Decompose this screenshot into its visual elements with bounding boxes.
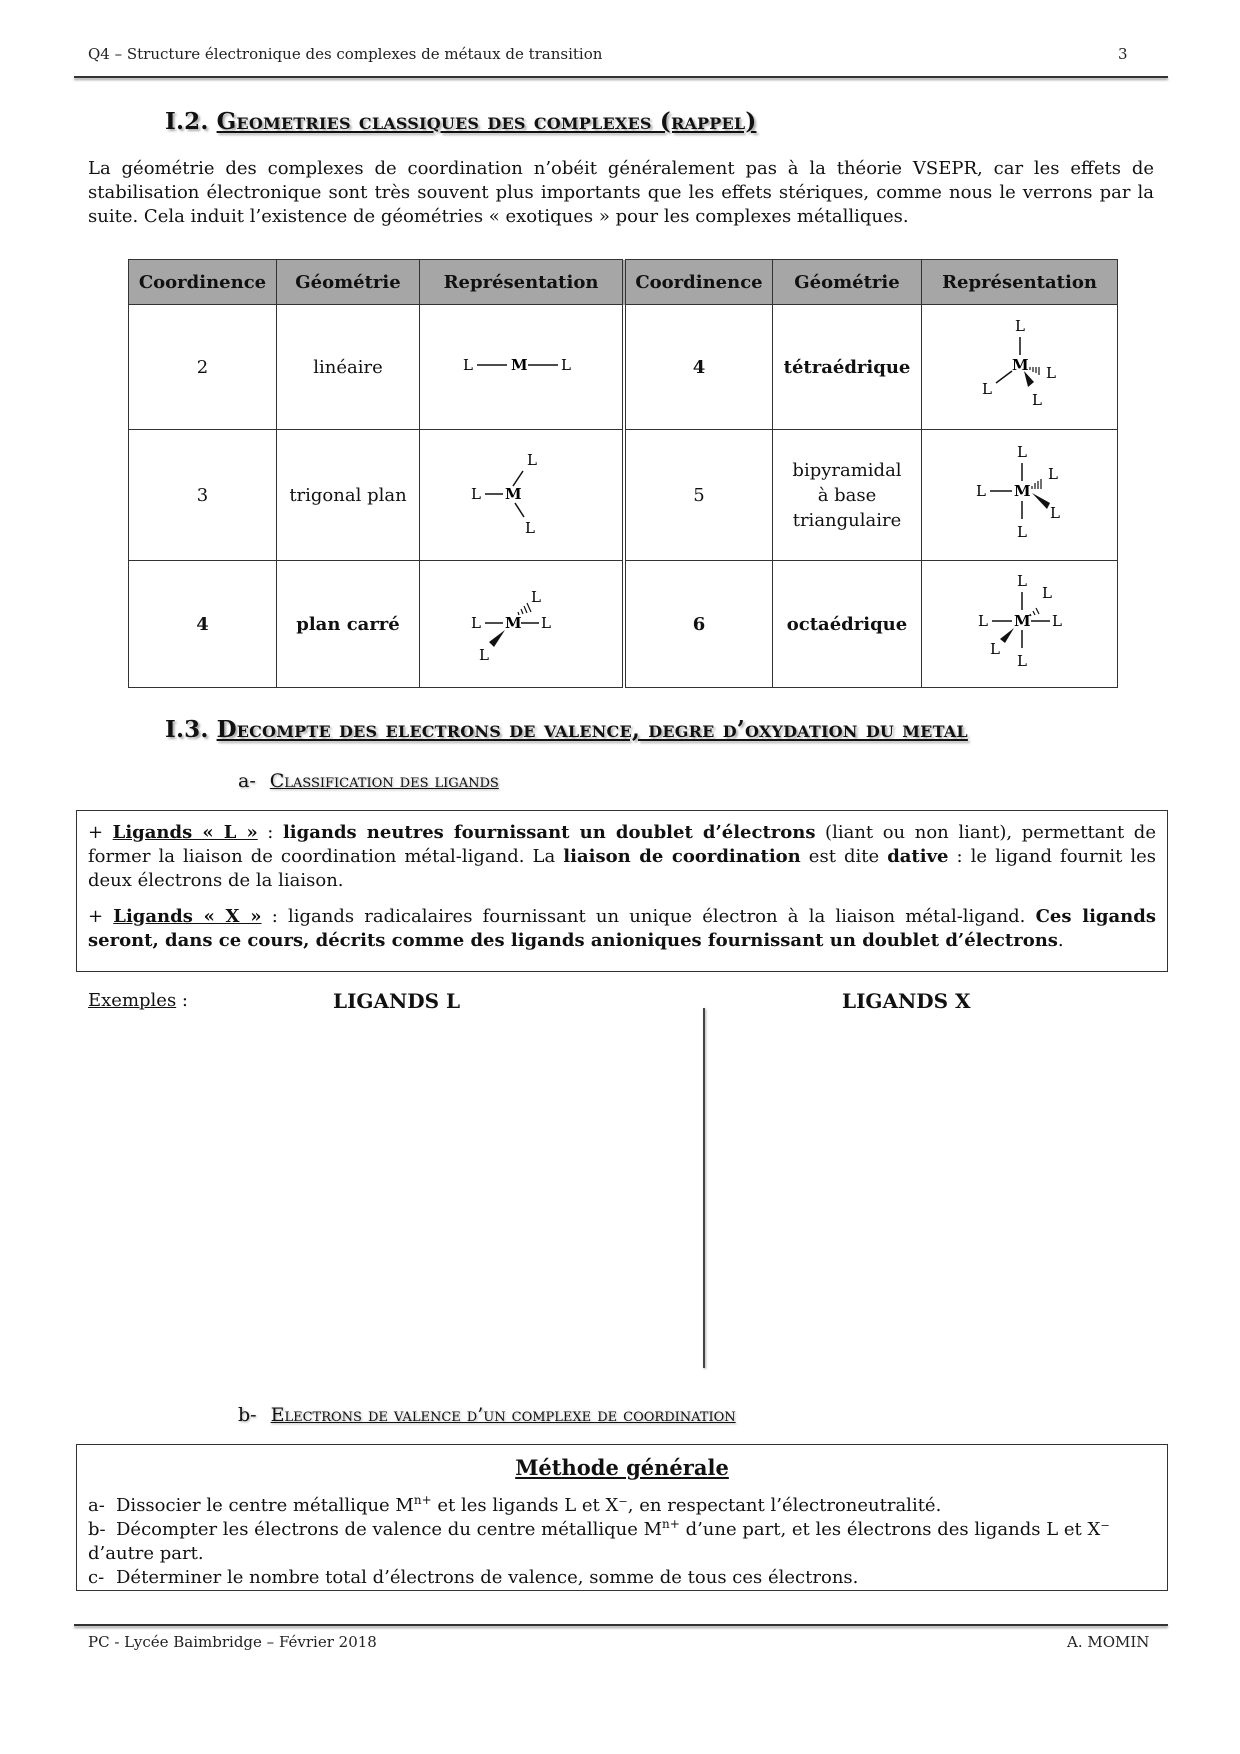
svg-text:M: M xyxy=(1013,611,1031,630)
subsection-heading-classification: a- Classification des ligands xyxy=(238,770,499,792)
methode-generale-box xyxy=(76,1444,1168,1591)
svg-text:L: L xyxy=(1016,571,1027,590)
ligands-l-column-title: LIGANDS L xyxy=(333,989,461,1013)
trigonal-plane-representation xyxy=(420,430,625,561)
svg-text:L: L xyxy=(1016,522,1027,541)
list-item: b- Décompter les électrons de valence du centre métallique $M^{n+}$ d’une part, et les électrons des ligands L et X⁻ d’autre part. xyxy=(88,1517,1110,1564)
table-row xyxy=(129,305,1118,430)
svg-text:L: L xyxy=(1016,651,1027,670)
svg-text:M: M xyxy=(505,613,522,632)
intro-paragraph: La géométrie des complexes de coordination n’obéit généralement pas à la théorie VSEPR, car les effets de stabilisation électronique sont très souvent plus importants que les effets stériques, comme nous le verrons par la suite. Cela induit l’existence de géométries « exotiques » pour les complexes métalliques. xyxy=(88,158,1154,227)
section-number: I.2. xyxy=(165,108,209,135)
svg-text:L: L xyxy=(1045,363,1056,382)
table-header-row xyxy=(129,260,1118,305)
header-representation: Représentation xyxy=(420,260,625,305)
geometry-name: linéaire xyxy=(277,305,420,430)
footer-left: PC - Lycée Baimbridge – Février 2018 xyxy=(88,1633,377,1651)
geometry-name: trigonal plan xyxy=(277,430,420,561)
coordination-number: 4 xyxy=(129,561,277,688)
svg-text:L: L xyxy=(525,518,535,537)
header-coordinence-2: Coordinence xyxy=(624,260,773,305)
examples-divider xyxy=(703,1008,705,1368)
svg-text:M: M xyxy=(505,484,522,503)
geometry-name: plan carré xyxy=(277,561,420,688)
geometry-table xyxy=(128,259,1118,688)
svg-text:L: L xyxy=(1051,611,1062,630)
ligands-x-column-title: LIGANDS X xyxy=(842,989,971,1013)
coordination-number: 6 xyxy=(624,561,773,688)
svg-text:L: L xyxy=(479,645,489,664)
list-item: a- Dissocier le centre métallique $M^{n+}$ et les ligands L et X⁻, en respectant l’électroneutralité. xyxy=(88,1493,942,1516)
header-geometrie: Géométrie xyxy=(277,260,420,305)
ligand-l-definition: + Ligands « L » : ligands neutres fournissant un doublet d’électrons (liant ou non liant), permettant de former la liaison de coordination métal-ligand. La liaison de coordination est dite dative : le ligand fournit les deux électrons de la liaison. xyxy=(88,822,1156,891)
svg-text:L: L xyxy=(1014,316,1025,335)
table-row xyxy=(129,430,1118,561)
bipyramidal-structure-diagram xyxy=(960,441,1080,545)
examples-label: Exemples : xyxy=(88,990,188,1011)
section-title: Geometries classiques des complexes (rappel) xyxy=(216,108,757,135)
linear-structure-diagram xyxy=(461,345,581,385)
header-representation-2: Représentation xyxy=(922,260,1118,305)
svg-text:L: L xyxy=(527,450,537,469)
svg-text:L: L xyxy=(463,355,473,374)
coordination-number: 4 xyxy=(624,305,773,430)
bipyramidal-representation xyxy=(922,430,1118,561)
svg-text:M: M xyxy=(1011,355,1029,374)
ligands-definition-box xyxy=(76,810,1168,972)
section-heading-decompte xyxy=(165,716,968,743)
table-row xyxy=(129,561,1118,688)
linear-representation xyxy=(420,305,625,430)
footer-author: A. MOMIN xyxy=(1067,1633,1150,1651)
octahedral-representation xyxy=(922,561,1118,688)
svg-text:L: L xyxy=(975,481,986,500)
header-coordinence: Coordinence xyxy=(129,260,277,305)
section-number: I.3. xyxy=(165,716,209,743)
svg-text:L: L xyxy=(1041,583,1052,602)
subsection-heading-electrons: b- Electrons de valence d’un complexe de coordination xyxy=(238,1404,736,1426)
section-title: Decompte des electrons de valence, degre d’oxydation du metal xyxy=(216,716,968,743)
ligand-x-definition: + Ligands « X » : ligands radicalaires fournissant un unique électron à la liaison métal-ligand. Ces ligands seront, dans ce cours, décrits comme des ligands anioniques fournissant un doublet d’électrons. xyxy=(88,906,1156,951)
svg-text:M: M xyxy=(1013,481,1031,500)
svg-text:L: L xyxy=(1016,442,1027,461)
trigonal-structure-diagram xyxy=(461,443,581,543)
running-header-title: Q4 – Structure électronique des complexes de métaux de transition xyxy=(88,45,603,63)
methode-steps xyxy=(88,1494,1156,1590)
coordination-number: 3 xyxy=(129,430,277,561)
svg-text:L: L xyxy=(531,587,541,606)
svg-text:L: L xyxy=(989,639,1000,658)
svg-text:L: L xyxy=(471,613,481,632)
header-geometrie-2: Géométrie xyxy=(773,260,922,305)
geometry-name: bipyramidal à base triangulaire xyxy=(773,430,922,561)
svg-text:L: L xyxy=(471,484,481,503)
page-number: 3 xyxy=(1118,45,1128,63)
footer-rule xyxy=(74,1624,1168,1626)
octahedral-structure-diagram xyxy=(960,570,1080,674)
svg-text:M: M xyxy=(511,355,528,374)
svg-text:L: L xyxy=(1031,390,1042,409)
square-plane-structure-diagram xyxy=(461,572,581,672)
svg-text:L: L xyxy=(1049,503,1060,522)
list-item: c- Déterminer le nombre total d’électrons de valence, somme de tous ces électrons. xyxy=(88,1567,859,1588)
svg-text:L: L xyxy=(541,613,551,632)
tetrahedral-representation xyxy=(922,305,1118,430)
coordination-number: 5 xyxy=(624,430,773,561)
coordination-number: 2 xyxy=(129,305,277,430)
svg-text:L: L xyxy=(981,379,992,398)
tetrahedral-structure-diagram xyxy=(960,315,1080,415)
geometry-name: tétraédrique xyxy=(773,305,922,430)
square-plane-representation xyxy=(420,561,625,688)
svg-text:L: L xyxy=(561,355,571,374)
svg-text:L: L xyxy=(1047,464,1058,483)
methode-title: Méthode générale xyxy=(515,1455,729,1480)
geometry-name: octaédrique xyxy=(773,561,922,688)
section-heading-geometries xyxy=(165,108,756,135)
svg-text:L: L xyxy=(977,611,988,630)
header-rule xyxy=(74,76,1168,78)
